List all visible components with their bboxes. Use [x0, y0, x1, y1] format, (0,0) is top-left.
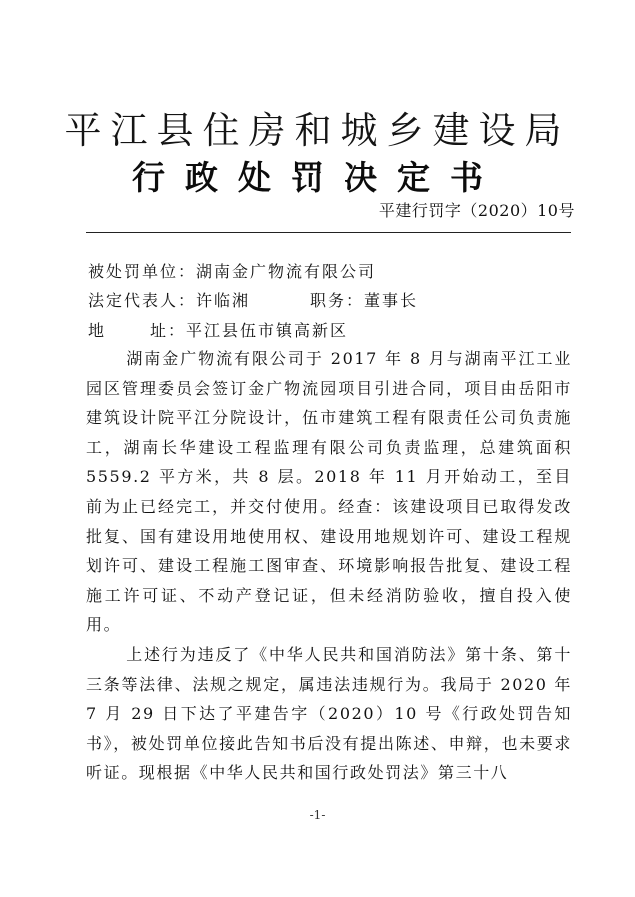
body-paragraph-1-text: 湖南金广物流有限公司于 2017 年 8 月与湖南平江工业园区管理委员会签订金广物流园项目引进合同，项目由岳阳市建筑设计院平江分院设计，伍市建筑工程有限责任公司负责施工，湖南长华建设工程监理有限公司负责监理，总建筑面积 5559.2 平方米，共 8 层。2018 年 11 月开始动工，至目前为止已经完工，并交付使用。经查：该建设项目已取得发改批复、国有建设用地使用权、建设用地规划许可、建设工程规划许可、建设工程施工图审查、环境影响报告批复、建设工程施工许可证、不动产登记证，但未经消防验收，擅自投入使用。 [86, 349, 572, 635]
body-paragraph-2-text: 上述行为违反了《中华人民共和国消防法》第十条、第十三条等法律、法规之规定，属违法违规行为。我局于 2020 年 7 月 29 日下达了平建告字（2020）10 号《行政处罚告知书》，被处罚单位接此告知书后没有提出陈述、申辩，也未要求听证。现根据《中华人民共和国行政处罚法》第三十八 [86, 645, 572, 783]
document-number: 平建行罚字（2020）10号 [378, 201, 575, 220]
penalized-party-label: 被处罚单位： [88, 262, 197, 281]
document-type-title: 行政处罚决定书 [132, 158, 503, 197]
penalized-party-value: 湖南金广物流有限公司 [196, 262, 377, 281]
penalized-party-row [88, 259, 376, 282]
page-number: -1- [309, 808, 326, 822]
header-divider [86, 232, 571, 233]
position-label: 职务： [310, 291, 365, 310]
address-colon: ： [168, 321, 187, 340]
body-paragraph-1 [86, 344, 572, 640]
agency-name: 平江县住房和城乡建设局 [64, 109, 571, 152]
address-value: 平江县伍市镇高新区 [186, 321, 349, 340]
address-label: 地址 [88, 321, 168, 340]
legal-representative-value: 许临湘 [196, 291, 251, 310]
address-row [88, 318, 348, 341]
body-paragraph-2 [86, 640, 572, 788]
position-value: 董事长 [364, 291, 419, 310]
legal-representative-row [88, 288, 418, 311]
legal-representative-label: 法定代表人： [88, 291, 197, 310]
